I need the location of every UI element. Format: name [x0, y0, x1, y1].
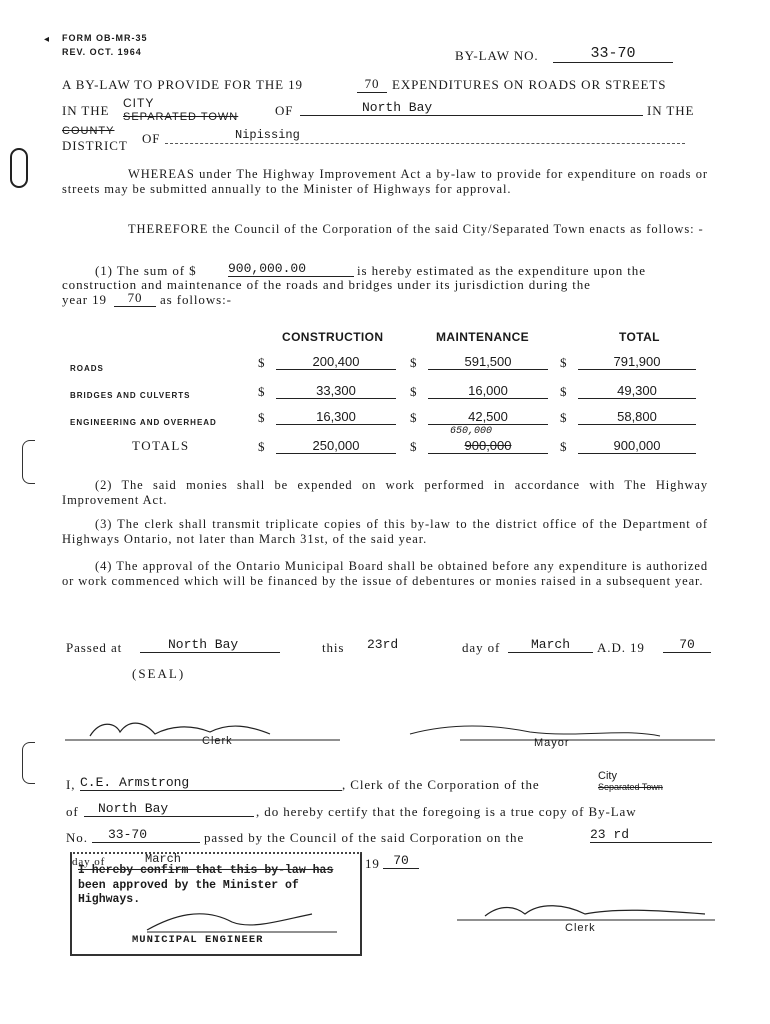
clerk-label: Clerk — [202, 735, 233, 747]
totals-construction: 250,000 — [276, 438, 396, 454]
clause1-d: year 19 — [62, 292, 107, 307]
stamp-line1: I hereby confirm that this by-law has — [78, 864, 334, 877]
district-label: DISTRICT — [62, 138, 128, 153]
municipality-name: North Bay — [300, 100, 643, 116]
passed-this: this — [322, 640, 345, 655]
mayor-signature-icon — [410, 726, 660, 736]
title-line1-b: EXPENDITURES ON ROADS OR STREETS — [392, 77, 667, 92]
roads-maintenance: 591,500 — [428, 354, 548, 370]
cert-bylaw-no: 33-70 — [92, 827, 200, 843]
cert-clerk-of: , Clerk of the Corporation of the — [342, 777, 540, 792]
clause1-e: as follows:- — [160, 292, 232, 307]
clause1-c: construction and maintenance of the roads and bridges under its jurisdiction during the — [62, 277, 591, 292]
cert-clerk-name: C.E. Armstrong — [80, 775, 342, 791]
col-header-total: TOTAL — [619, 330, 660, 344]
totals-total: 900,000 — [578, 438, 696, 454]
currency-symbol: $ — [560, 384, 567, 399]
cert-of: of — [66, 804, 79, 819]
cert-i: I, — [66, 777, 76, 792]
clause1-year: 70 — [114, 290, 156, 307]
totals-maintenance-struck: 900,000 — [428, 438, 548, 454]
cert-certify: , do hereby certify that the foregoing is a true copy of By-Law — [256, 804, 637, 819]
passed-year: 70 — [663, 637, 711, 653]
passed-place: North Bay — [140, 637, 280, 653]
clause2-paragraph: (2) The said monies shall be expended on work performed in accordance with The Highway Improvement Act. — [62, 478, 708, 507]
currency-symbol: $ — [410, 384, 417, 399]
passed-ad: A.D. 19 — [597, 640, 645, 655]
signature-lines — [60, 708, 720, 748]
of2-label: OF — [142, 131, 161, 146]
col-header-construction: CONSTRUCTION — [282, 330, 384, 344]
clause4-paragraph: (4) The approval of the Ontario Municipal Board shall be obtained before any expenditure is authorized or work commenced which will be financed by the issue of debentures or monies raised in a subsequent year. — [62, 559, 708, 588]
engineering-maintenance: 42,500 — [428, 409, 548, 425]
district-name: Nipissing — [235, 128, 300, 142]
district-underline — [165, 143, 685, 144]
engineering-construction: 16,300 — [276, 409, 396, 425]
clerk-signature-icon — [90, 723, 270, 736]
in-the-end-label: IN THE — [647, 103, 695, 118]
bylaw-label: BY-LAW NO. — [455, 48, 539, 63]
margin-mark-icon: ◂ — [44, 34, 50, 45]
currency-symbol: $ — [560, 410, 567, 425]
binder-hole-icon — [10, 148, 28, 188]
currency-symbol: $ — [410, 439, 417, 454]
cert-month: March — [145, 852, 182, 866]
row-label-engineering: ENGINEERING AND OVERHEAD — [70, 418, 217, 427]
row-label-roads: ROADS — [70, 364, 104, 373]
form-revision: REV. OCT. 1964 — [62, 47, 142, 57]
passed-month: March — [508, 637, 593, 653]
passed-day: 23rd — [367, 637, 399, 652]
in-the-label: IN THE — [62, 103, 110, 118]
binder-bracket-icon — [22, 440, 35, 484]
cert-year-prefix: 19 — [365, 856, 380, 871]
currency-symbol: $ — [258, 355, 265, 370]
roads-total: 791,900 — [578, 354, 696, 370]
engineer-signature-icon — [142, 896, 342, 936]
cert-day: 23 rd — [590, 827, 712, 843]
stamp-line3: Highways. — [78, 893, 141, 906]
form-number: FORM OB-MR-35 — [62, 33, 148, 43]
clause3-paragraph: (3) The clerk shall transmit triplicate copies of this by-law to the district office of the Department of Highways Ontario, not later than March 31st, of the said year. — [62, 517, 708, 546]
row-label-bridges: BRIDGES AND CULVERTS — [70, 391, 191, 400]
bylaw-number: 33-70 — [553, 45, 673, 63]
passed-day-of: day of — [462, 640, 501, 655]
binder-bracket-icon — [22, 742, 35, 784]
cert-year: 70 — [383, 853, 419, 869]
mayor-label: Mayor — [534, 737, 570, 749]
title-year: 70 — [357, 76, 387, 93]
currency-symbol: $ — [258, 410, 265, 425]
whereas-paragraph: WHEREAS under The Highway Improvement Act a by-law to provide for expenditure on roads or streets may be submitted annually to the Minister of Highways for approval. — [62, 167, 708, 196]
currency-symbol: $ — [410, 410, 417, 425]
title-line1-a: A BY-LAW TO PROVIDE FOR THE 19 — [62, 77, 303, 92]
county-struck: COUNTY — [62, 125, 115, 137]
separated-town-struck: SEPARATED TOWN — [123, 111, 239, 123]
therefore-paragraph: THEREFORE the Council of the Corporation of the said City/Separated Town enacts as follows: - — [128, 222, 704, 236]
col-header-maintenance: MAINTENANCE — [436, 330, 530, 344]
cert-no: No. — [66, 830, 88, 845]
clause1-b: is hereby estimated as the expenditure upon the — [357, 263, 646, 278]
totals-maintenance-correction: 650,000 — [450, 426, 493, 437]
clause1-a: (1) The sum of $ — [95, 263, 197, 278]
currency-symbol: $ — [560, 355, 567, 370]
stamp-signer: MUNICIPAL ENGINEER — [132, 934, 264, 946]
cert-separated-town-struck: Separated Town — [598, 782, 663, 792]
approval-stamp — [70, 852, 362, 956]
stamp-line2: been approved by the Minister of — [78, 879, 299, 892]
bridges-maintenance: 16,000 — [428, 383, 548, 399]
bridges-total: 49,300 — [578, 383, 696, 399]
cert-day-of: day of — [72, 856, 106, 868]
engineering-total: 58,800 — [578, 409, 696, 425]
currency-symbol: $ — [410, 355, 417, 370]
city-option: CITY — [123, 96, 155, 110]
currency-symbol: $ — [560, 439, 567, 454]
seal-label: (SEAL) — [132, 666, 186, 681]
cert-passed-by: passed by the Council of the said Corporation on the — [204, 830, 525, 845]
currency-symbol: $ — [258, 439, 265, 454]
totals-label: TOTALS — [132, 438, 190, 453]
cert-city: City — [598, 770, 617, 782]
clause1-sum: 900,000.00 — [228, 261, 354, 277]
of-label: OF — [275, 103, 294, 118]
final-clerk-label: Clerk — [565, 922, 596, 934]
roads-construction: 200,400 — [276, 354, 396, 370]
cert-place: North Bay — [84, 801, 254, 817]
currency-symbol: $ — [258, 384, 265, 399]
passed-at-label: Passed at — [66, 640, 123, 655]
bridges-construction: 33,300 — [276, 383, 396, 399]
